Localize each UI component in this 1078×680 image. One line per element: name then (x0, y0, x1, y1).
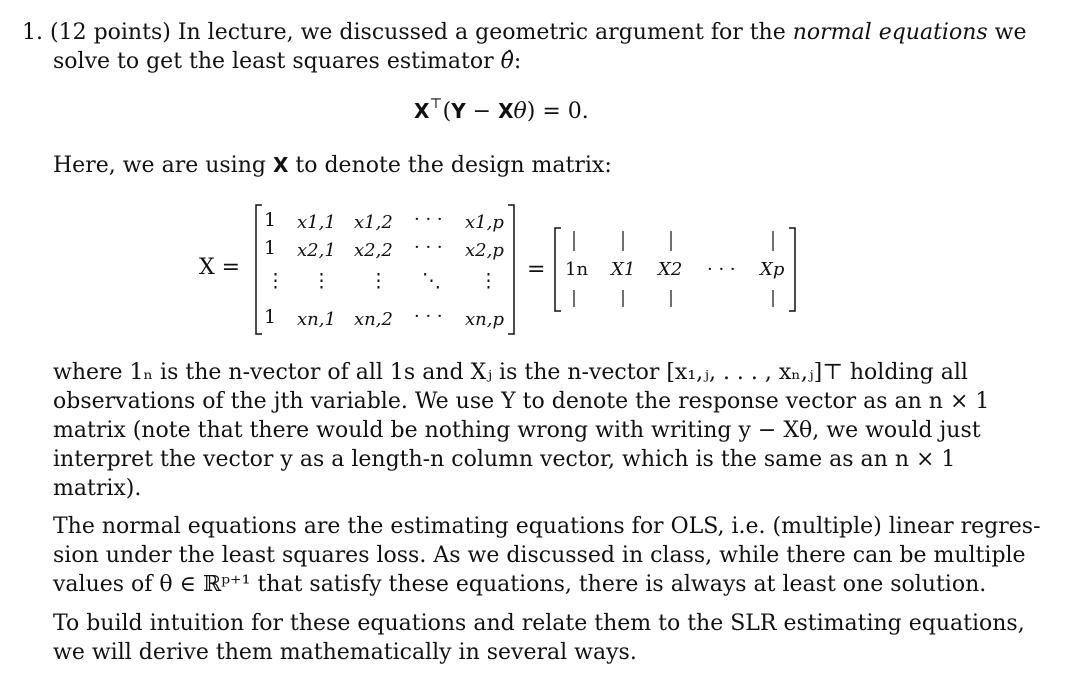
intro-text-a: In lecture, we discussed a geometric argument for the (177, 20, 786, 45)
matrix-cell: 1 (264, 306, 277, 328)
eq-design-matrix: X (414, 99, 430, 123)
matrix-cell: ⋮ (312, 270, 331, 292)
para1-line: matrix (note that there would be nothing wrong with writing y − Xθ, we would just (53, 418, 981, 443)
column-label: Xp (760, 259, 785, 280)
para2-line: values of θ ∈ ℝᵖ⁺¹ that satisfy these equations, there is always at least one solution. (53, 572, 987, 597)
matrix-cell: xn,1 (297, 309, 336, 330)
para1-line: observations of the jth variable. We use Y to denote the response vector as an n × 1 (53, 389, 990, 414)
para3-line: To build intuition for these equations and relate them to the SLR estimating equations, (53, 611, 1025, 636)
matrix-cell: 1 (264, 237, 277, 259)
intro-line-2: solve to get the least squares estimator (53, 49, 494, 74)
para2-line: sion under the least squares loss. As we discussed in class, while there can be multiple (53, 543, 1026, 568)
matrix-cell: ⋱ (422, 270, 441, 292)
eq-response: Y (451, 99, 466, 123)
eq-theta: θ (513, 99, 527, 124)
matrix-cell: · · · (414, 209, 443, 230)
matrix-cell: · · · (414, 237, 443, 258)
problem-number: 1. (22, 20, 43, 45)
eq-minus: − (465, 99, 499, 124)
para2-line: The normal equations are the estimating equations for OLS, i.e. (multiple) linear regres- (53, 514, 1041, 539)
design-intro-a: Here, we are using (53, 153, 266, 178)
matrix-cell: x1,2 (354, 212, 393, 233)
para1-line: matrix). (53, 476, 142, 501)
matrix-cell: · · · (414, 306, 443, 327)
matrix-cell: ⋮ (369, 270, 388, 292)
matrix-cell: x2,2 (354, 240, 393, 261)
matrix-cell: xn,2 (354, 309, 393, 330)
eq-paren: ( (442, 99, 452, 124)
matrix-cell: ⋮ (479, 270, 498, 292)
column-label: X1 (611, 259, 636, 280)
column-label: X2 (658, 259, 683, 280)
matrix-cell: x2,p (465, 240, 504, 261)
theta-hat: θ̂ (500, 49, 514, 74)
matrix-cell: x1,p (465, 212, 504, 233)
column-label: · · · (707, 259, 736, 280)
normal-equations-term: normal equations (792, 20, 988, 45)
para3-line: we will derive them mathematically in several ways. (53, 640, 637, 665)
intro-colon: : (513, 49, 522, 74)
design-intro-b: to denote the design matrix: (295, 153, 612, 178)
para1-line: interpret the vector y as a length-n column vector, which is the same as an n × 1 (53, 447, 956, 472)
para1-line: where 1ₙ is the n-vector of all 1s and Xⱼ is the n-vector [x₁,ⱼ, . . . , xₙ,ⱼ]⊤ holding all (53, 360, 968, 385)
column-label: 1n (565, 259, 589, 280)
matrix-cell: ⋮ (266, 270, 285, 292)
design-X: X (272, 153, 289, 177)
matrix-cell: x1,1 (297, 212, 336, 233)
matrix-cell: 1 (264, 209, 277, 231)
matrix-lhs: X = (199, 255, 241, 280)
eq-design-matrix-2: X (498, 99, 514, 123)
matrix-equals: = (527, 257, 546, 282)
problem-points: (12 points) (50, 20, 171, 45)
intro-text-b: we (994, 20, 1027, 45)
eq-rest: ) = 0. (526, 99, 589, 124)
eq-transpose: ⊤ (429, 96, 443, 112)
matrix-cell: xn,p (465, 309, 504, 330)
matrix-cell: x2,1 (297, 240, 336, 261)
